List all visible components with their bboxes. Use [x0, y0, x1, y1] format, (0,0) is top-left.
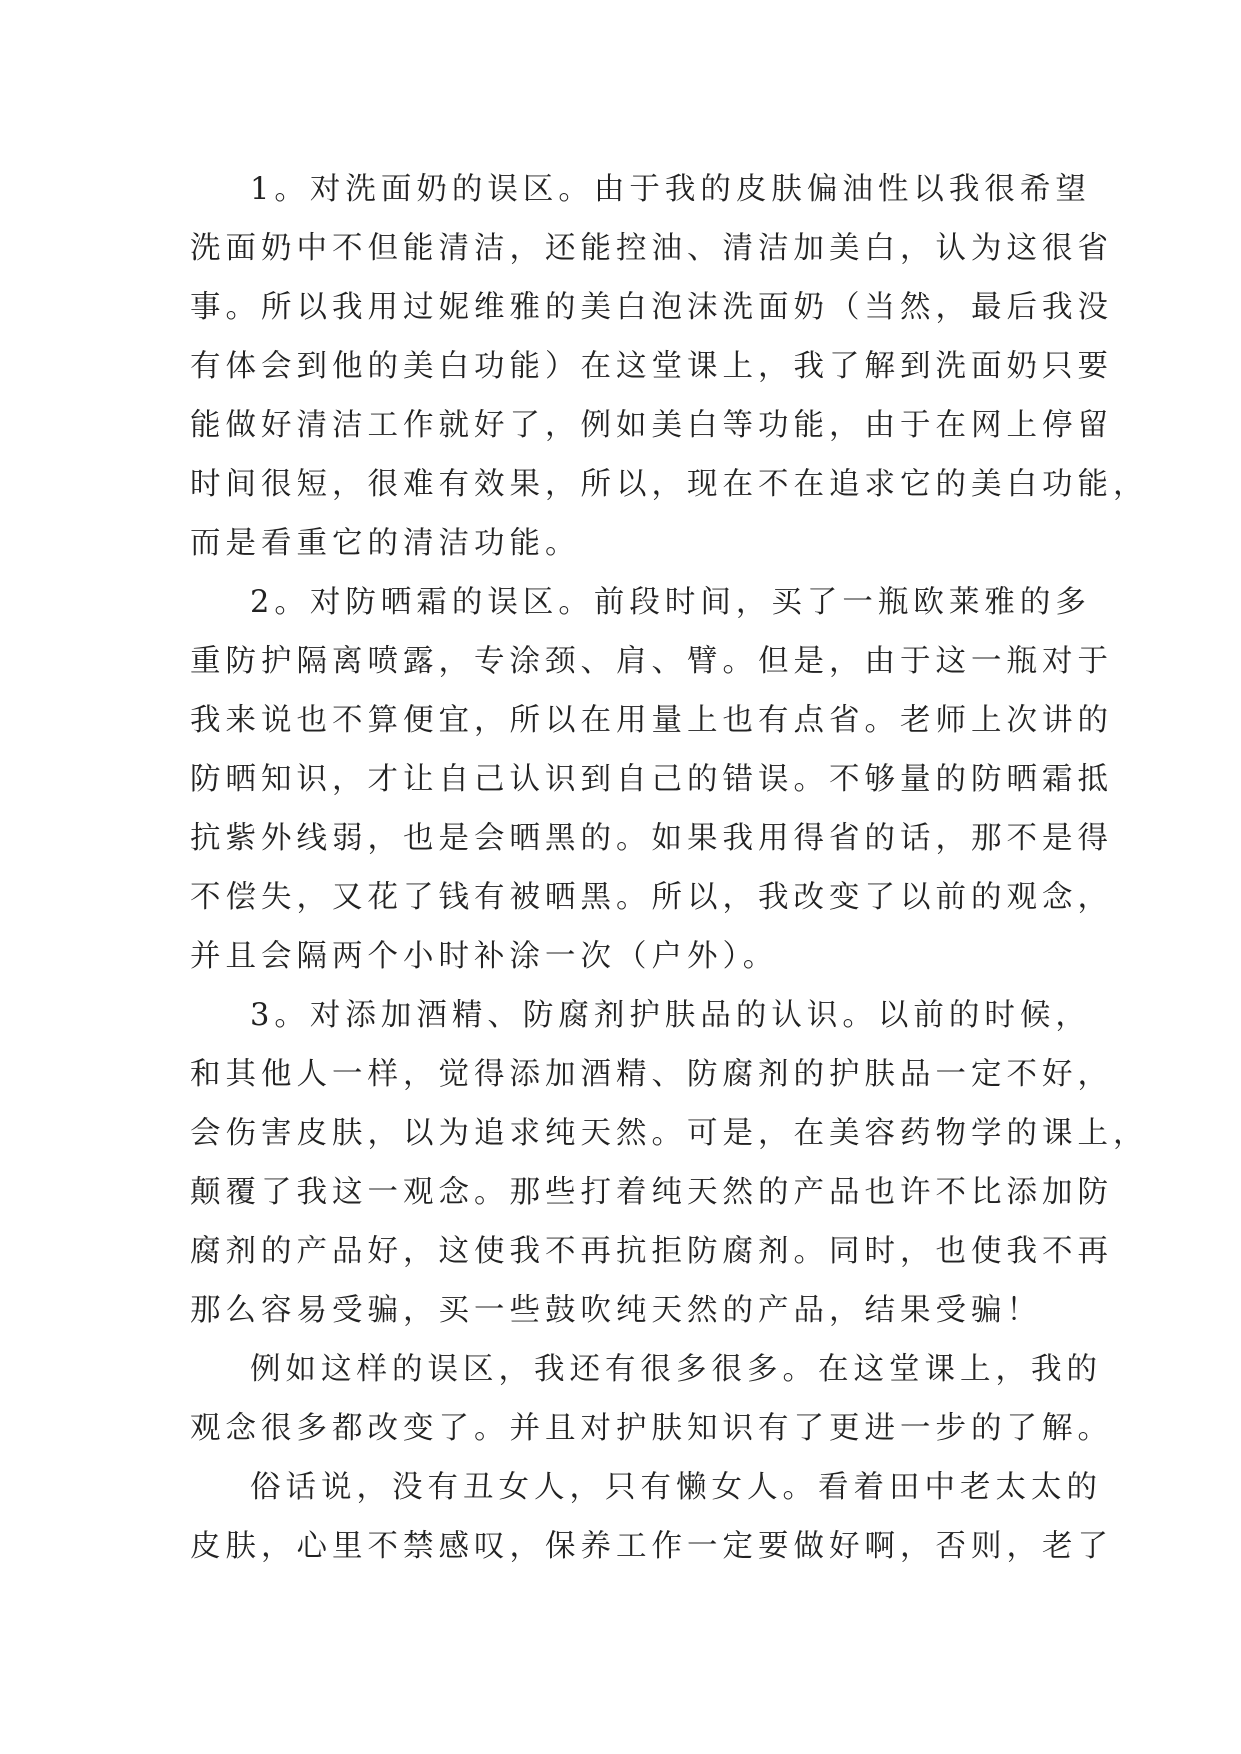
paragraph-1 — [190, 160, 1149, 573]
document-body — [190, 160, 1149, 1576]
paragraph-2 — [190, 573, 1113, 986]
text-line: 我来说也不算便宜，所以在用量上也有点省。老师上次讲的 — [190, 703, 1113, 738]
text-line: 事。所以我用过妮维雅的美白泡沫洗面奶（当然，最后我没 — [190, 290, 1113, 325]
text-line: 俗话说，没有丑女人，只有懒女人。看着田中老太太的 — [250, 1470, 1102, 1505]
text-line: 2。对防晒霜的误区。前段时间，买了一瓶欧莱雅的多 — [250, 585, 1091, 620]
text-line: 重防护隔离喷露，专涂颈、肩、臂。但是，由于这一瓶对于 — [190, 644, 1113, 679]
text-line: 洗面奶中不但能清洁，还能控油、清洁加美白，认为这很省 — [190, 231, 1113, 266]
text-line: 和其他人一样，觉得添加酒精、防腐剂的护肤品一定不好， — [190, 1057, 1113, 1092]
paragraph-4 — [190, 1340, 1113, 1458]
text-line: 颠覆了我这一观念。那些打着纯天然的产品也许不比添加防 — [190, 1175, 1113, 1210]
text-line: 而是看重它的清洁功能。 — [190, 526, 581, 561]
text-line: 有体会到他的美白功能）在这堂课上，我了解到洗面奶只要 — [190, 349, 1113, 384]
text-line: 防晒知识，才让自己认识到自己的错误。不够量的防晒霜抵 — [190, 762, 1113, 797]
text-line: 时间很短，很难有效果，所以，现在不在追求它的美白功能， — [190, 467, 1149, 502]
text-line: 观念很多都改变了。并且对护肤知识有了更进一步的了解。 — [190, 1411, 1113, 1446]
text-line: 3。对添加酒精、防腐剂护肤品的认识。以前的时候， — [250, 998, 1091, 1033]
text-line: 例如这样的误区，我还有很多很多。在这堂课上，我的 — [250, 1352, 1102, 1387]
text-line: 不偿失，又花了钱有被晒黑。所以，我改变了以前的观念， — [190, 880, 1113, 915]
text-line: 能做好清洁工作就好了，例如美白等功能，由于在网上停留 — [190, 408, 1113, 443]
paragraph-5 — [190, 1458, 1113, 1576]
text-line: 皮肤，心里不禁感叹，保养工作一定要做好啊，否则，老了 — [190, 1529, 1113, 1564]
text-line: 1。对洗面奶的误区。由于我的皮肤偏油性以我很希望 — [250, 172, 1091, 207]
text-line: 腐剂的产品好，这使我不再抗拒防腐剂。同时，也使我不再 — [190, 1234, 1113, 1269]
text-line: 并且会隔两个小时补涂一次（户外）。 — [190, 939, 779, 974]
text-line: 会伤害皮肤，以为追求纯天然。可是，在美容药物学的课上， — [190, 1116, 1149, 1151]
text-line: 抗紫外线弱，也是会晒黑的。如果我用得省的话，那不是得 — [190, 821, 1113, 856]
paragraph-3 — [190, 986, 1149, 1340]
text-line: 那么容易受骗，买一些鼓吹纯天然的产品，结果受骗！ — [190, 1293, 1042, 1328]
